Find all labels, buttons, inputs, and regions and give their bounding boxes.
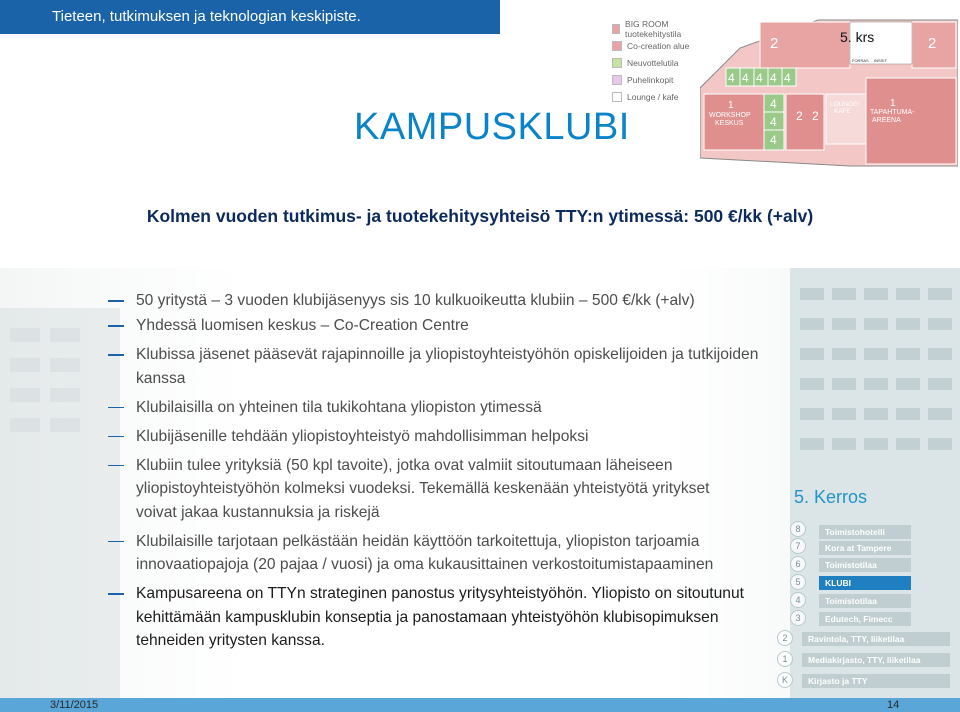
floor-number: 7 — [790, 538, 806, 554]
bullet-dash — [108, 541, 124, 543]
floor-number: 3 — [790, 610, 806, 626]
floorplan — [700, 18, 958, 176]
slide-subtitle: Kolmen vuoden tutkimus- ja tuotekehitysyhteisö TTY:n ytimessä: 500 €/kk (+alv) — [146, 206, 814, 226]
footer-bar — [0, 698, 960, 712]
legend-swatch — [612, 75, 622, 85]
legend-item — [612, 54, 702, 71]
legend-item — [612, 20, 702, 37]
bullet-dash — [108, 325, 124, 327]
bullet-text: 50 yritystä – 3 vuoden klubijäsenyys sis 10 kulkuoikeutta klubiin – 500 €/kk (+alv) — [136, 292, 695, 309]
bullet-dash — [108, 436, 124, 438]
list-item — [108, 425, 788, 449]
tagline: Tieteen, tutkimuksen ja teknologian keskipiste. — [52, 8, 361, 25]
list-item — [108, 530, 738, 577]
list-item — [108, 396, 788, 420]
legend-label: BIG ROOM tuotekehitystila — [625, 18, 682, 39]
floor-label: Kirjasto ja TTY — [802, 674, 950, 688]
room-number: 2 — [770, 35, 779, 52]
legend-swatch — [612, 92, 622, 102]
floor-label: Toimistotilaa — [819, 594, 911, 608]
floor-label: Ravintola, TTY, liiketilaa — [802, 632, 950, 646]
room-number: 4 — [770, 115, 777, 129]
bullet-text: Yhdessä luomisen keskus – Co-Creation Centre — [136, 317, 469, 334]
bullet-dash — [108, 465, 124, 467]
page-number: 14 — [887, 699, 900, 711]
room-label: KESKUS — [715, 120, 744, 127]
list-item — [108, 289, 788, 313]
list-item — [108, 343, 788, 390]
floor-label: Mediakirjasto, TTY, liiketilaa — [802, 653, 950, 667]
footer-date: 3/11/2015 — [50, 699, 99, 711]
floor-number: 2 — [777, 630, 793, 646]
room-number: 4 — [770, 97, 777, 111]
floor-label: 5. krs — [840, 29, 875, 45]
floor-number: 4 — [790, 592, 806, 608]
bullet-dash — [108, 354, 124, 356]
room-label: LOUNGE/ — [830, 101, 860, 108]
floor-label: Edutech, Fimecc — [819, 612, 911, 626]
room-label: AREENA — [872, 117, 901, 124]
legend-swatch — [612, 41, 622, 51]
floor-label: Toimistotilaa — [819, 558, 911, 572]
room-label: WORKSHOP — [709, 112, 751, 119]
room-number: 2 — [928, 35, 937, 52]
room-number: 2 — [812, 109, 819, 123]
room-number: 4 — [756, 71, 763, 85]
room-number: 4 — [728, 71, 735, 85]
bullet-text: Klubilaisilla on yhteinen tila tukikohtana yliopiston ytimessä — [136, 398, 542, 416]
legend-swatch — [612, 58, 622, 68]
bullet-text: Klubiin tulee yrityksiä (50 kpl tavoite), jotka ovat valmiit sitoutumaan läheiseen yliopistoyhteistyöhön kolmeksi vuodeksi. Tekemällä keskenään yhteistyötä yritykset voivat jakaa kustannuksia ja riskejä — [136, 456, 710, 521]
list-item — [108, 582, 748, 653]
legend-label: Puhelinkopit — [627, 74, 674, 85]
legend-swatch — [612, 24, 620, 34]
bullet-text: Klubilaisille tarjotaan pelkästään heidän käyttöön tarkoitettuja, yliopiston tarjoamia innovaatiopajoja (20 pajaa / vuosi) ja oma kukausittainen verkostoitumistapaaminen — [136, 532, 714, 573]
room-number: 4 — [742, 71, 749, 85]
legend-label: Neuvottelutila — [627, 57, 679, 68]
list-item — [108, 454, 718, 525]
legend-item — [612, 88, 702, 105]
floor-label-active: KLUBI — [819, 576, 911, 590]
room-number: 4 — [770, 71, 777, 85]
list-item — [108, 314, 788, 338]
floor-number: 5 — [790, 574, 806, 590]
floor-label: Kora at Tampere — [819, 541, 911, 555]
legend-item — [612, 71, 702, 88]
room-number: 2 — [796, 109, 803, 123]
bullet-dash — [108, 593, 124, 595]
floor-number: 1 — [777, 651, 793, 667]
legend-item — [612, 37, 702, 54]
room-number: 4 — [770, 133, 777, 147]
slide-title: KAMPUSKLUBI — [354, 106, 630, 148]
floor-number: K — [777, 672, 793, 688]
header-bar — [0, 0, 500, 34]
room-number: 1 — [728, 100, 734, 111]
room-number: 4 — [784, 71, 791, 85]
floor-label: Toimistohotelli — [819, 525, 911, 539]
legend-label: Lounge / kafe — [627, 91, 679, 102]
bullet-list — [108, 289, 788, 658]
floor-number: 8 — [790, 521, 806, 537]
floors-title: 5. Kerros — [794, 487, 868, 507]
bullet-text: Klubijäsenille tehdään yliopistoyhteistyö mahdollisimman helpoksi — [136, 427, 589, 445]
room-label: KAFE — [834, 108, 851, 115]
room-label: TAPAHTUMA- — [870, 109, 915, 116]
bullet-text: Klubissa jäsenet pääsevät rajapinnoille ja yliopistoyhteistyöhön opiskelijoiden ja tutkijoiden kanssa — [136, 346, 759, 387]
bullet-dash — [108, 300, 124, 302]
floorplan-legend — [612, 20, 702, 105]
room-number: 1 — [890, 98, 896, 109]
room-label: FORRAS — [852, 58, 869, 63]
bullet-dash — [108, 407, 124, 409]
floor-number: 6 — [790, 556, 806, 572]
bullet-text: Kampusareena on TTYn strateginen panostus yritysyhteistyöhön. Yliopisto on sitoutunut kehittämään kampusklubin konseptia ja panostamaan yhteistyöhön klubisopimuksen tehneiden yritysten kanssa. — [136, 585, 744, 649]
legend-label: Co-creation alue — [627, 40, 690, 51]
room-label: INSSIT — [874, 58, 887, 63]
